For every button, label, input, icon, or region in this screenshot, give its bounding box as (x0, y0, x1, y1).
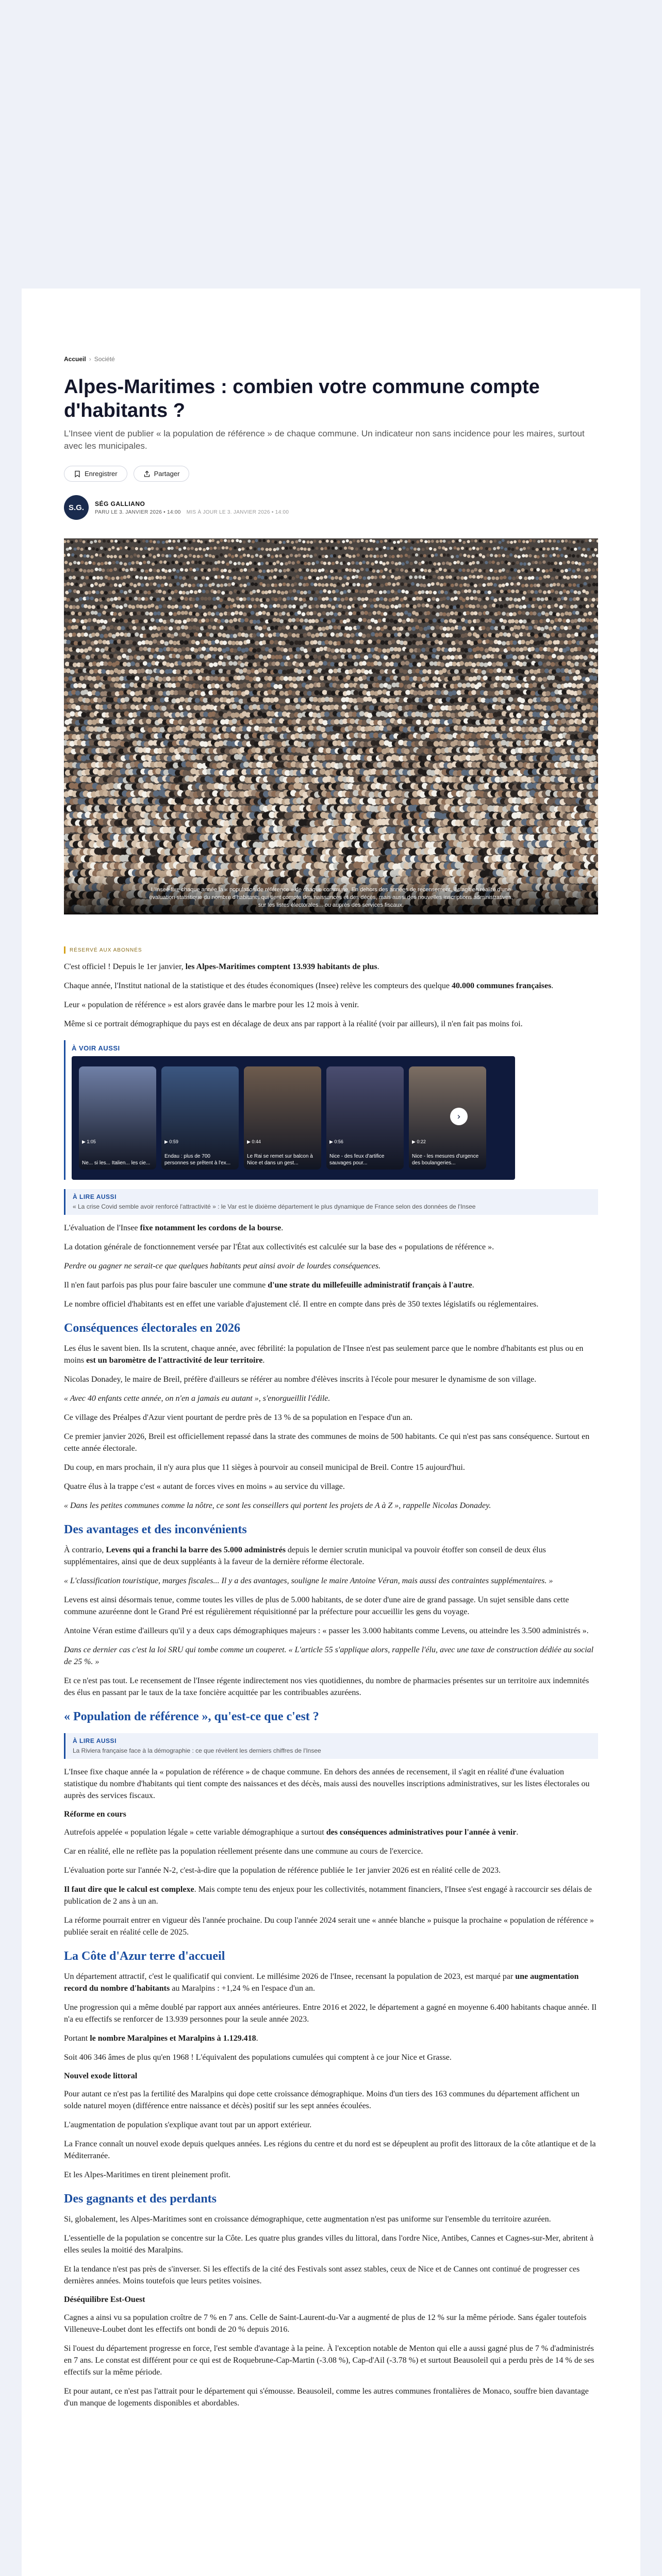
video-title: Le Rai se remet sur balcon à Nice et dans un gest... (247, 1154, 313, 1166)
bookmark-icon (74, 470, 81, 478)
paragraph: Chaque année, l'Institut national de la statistique et des études économiques (Insee) relève les compteurs des quelque 40.000 communes françaises. (64, 981, 554, 990)
quote: « L'classification touristique, marges fiscales... Il y a des avantages, souligne le maire Antoine Véran, mais aussi des contraintes supplémentaires. » (64, 1577, 553, 1585)
paragraph: Il faut dire que le calcul est complexe. Mais compte tenu des enjeux pour les collectivités, notamment financiers, l'Insee s'est engagé à raccourcir ses délais de publication de 2 ans à un an. (64, 1885, 592, 1906)
paragraph: Et ce n'est pas tout. Le recensement de l'Insee régente indirectement nos vies quotidiennes, du nombre de pharmacies présentes sur un territoire aux indemnités des élus en passant par le taux de la taxe foncière acquittée par les contribuables azuréens. (64, 1676, 589, 1697)
video-title: Nice - des feux d'artifice sauvages pour... (329, 1154, 385, 1166)
paragraph: Même si ce portrait démographique du pays est en décalage de deux ans par rapport à la réalité (voir par ailleurs), il n'en fait pas moins foi. (64, 1020, 523, 1028)
paragraph: Si, globalement, les Alpes-Maritimes sont en croissance démographique, cette augmentation n'est pas uniforme sur l'ensemble du territoire azuréen. (64, 2215, 551, 2224)
paragraph: Antoine Véran estime d'ailleurs qu'il y a deux caps démographiques majeurs : « passer les 3.000 habitants comme Levens, ou atteindre les 3.500 administrés ». (64, 1626, 589, 1635)
carousel-next-icon[interactable]: › (450, 1108, 468, 1125)
share-button[interactable] (134, 466, 190, 482)
paragraph: Soit 406 346 âmes de plus qu'en 1968 ! L'équivalent des populations cumulées qui comptent à ce jour Nice et Grasse. (64, 2053, 452, 2062)
video-card[interactable] (79, 1066, 156, 1170)
section-heading: La Côte d'Azur terre d'accueil (64, 1950, 225, 1963)
paragraph: Et pour autant, ce n'est pas l'attrait pour le département qui s'émousse. Beausoleil, comme les autres communes frontalières de Monaco, souffre bien davantage d'un manque de logements disponibles et abordables. (64, 2387, 589, 2408)
paragraph: Quatre élus à la trappe c'est « autant de forces vives en moins » au service du village. (64, 1482, 345, 1491)
subheading: Déséquilibre Est-Ouest (64, 2295, 145, 2304)
hero-caption-text: L'Insee fixe chaque année la « population de référence » de chaque commune. En dehors des années de recensement, il s'agit en réalité d'une évaluation statistique du nombre d'habitants qui tient compte des naissances et des décès, mais aussi des nouvelles inscriptions administratives, sur les listes électorales... ou auprès des services fiscaux. (149, 887, 513, 908)
share-label: Partager (154, 470, 180, 478)
paragraph: Portant le nombre Maralpines et Maralpins à 1.129.418. (64, 2034, 258, 2043)
article-body (64, 946, 598, 2409)
subscriber-bar (64, 946, 65, 954)
video-carousel[interactable] (72, 1056, 515, 1180)
read-also-box[interactable] (64, 1733, 598, 1759)
read-also-link[interactable]: La Riviera française face à la démographie : ce que révèlent les derniers chiffres de l'Insee (73, 1747, 321, 1754)
video-card[interactable] (326, 1066, 404, 1170)
paragraph: Une progression qui a même doublé par rapport aux années antérieures. Entre 2016 et 2022, le département a gagné en moyenne 6.400 habitants chaque année. Il n'a eu effectifs se renforcer de 13.939 personnes pour la seule année 2023. (64, 2003, 597, 2024)
article-page (22, 289, 640, 2576)
article-title: Alpes-Maritimes : combien votre commune compte d'habitants ? (64, 376, 540, 421)
paragraph: Le nombre officiel d'habitants est en effet une variable d'ajustement clé. Il entre en compte dans près de 350 textes législatifs ou réglementaires. (64, 1300, 539, 1309)
read-also-heading: À LIRE AUSSI (73, 1193, 117, 1200)
paragraph: Et la tendance n'est pas près de s'inverser. Si les effectifs de la cité des Festivals sont assez stables, ceux de Nice et de Cannes ont continué de progresser ces dernières années. Moins toutefois que leurs petites voisines. (64, 2265, 580, 2285)
share-icon (143, 470, 151, 478)
paragraph: Les élus le savent bien. Ils la scrutent, chaque année, avec fébrilité: la population de l'Insee n'est pas seulement parce que le nombre d'habitants est plus ou en moins est un baromètre de l'attractivité de leur territoire. (64, 1344, 584, 1365)
paragraph: Un département attractif, c'est le qualificatif qui convient. Le millésime 2026 de l'Insee, recensant la population de 2023, est marqué par une augmentation record du nombre d'habitants au Maralpins : +1,24 % en l'espace d'un an. (64, 1972, 579, 1993)
paragraph: Ce village des Préalpes d'Azur vient pourtant de perdre près de 13 % de sa population en l'espace d'un an. (64, 1413, 412, 1422)
paragraph: Ce premier janvier 2026, Breil est officiellement repassé dans la strate des communes de moins de 500 habitants. Ce qui n'est pas sans conséquence. Surtout en cette année électorale. (64, 1432, 590, 1453)
paragraph: L'essentielle de la population se concentre sur la Côte. Les quatre plus grandes villes du littoral, dans l'ordre Nice, Antibes, Cannes et Cagnes-sur-Mer, abritent à elles seules la moitié des Maralpins. (64, 2234, 594, 2255)
paragraph: L'augmentation de population s'explique avant tout par un apport extérieur. (64, 2121, 312, 2129)
paragraph: Il n'en faut parfois pas plus pour faire basculer une commune d'une strate du millefeuille administratif français à l'autre. (64, 1281, 474, 1290)
article-subtitle: L'Insee vient de publier « la population de référence » de chaque commune. Un indicateur non sans incidence pour les maires, surtout avec les municipales. (64, 429, 585, 451)
video-duration: ▶ 0:44 (247, 1139, 261, 1144)
read-also-heading: À LIRE AUSSI (73, 1737, 117, 1744)
paragraph: Et les Alpes-Maritimes en tirent pleinement profit. (64, 2171, 231, 2179)
video-duration: ▶ 0:22 (412, 1139, 426, 1144)
section-heading: Des avantages et des inconvénients (64, 1523, 247, 1536)
paragraph: La dotation générale de fonctionnement versée par l'État aux collectivités est calculée sur la base des « populations de référence ». (64, 1243, 494, 1251)
section-heading: Des gagnants et des perdants (64, 2192, 217, 2206)
author-block (64, 495, 598, 520)
paragraph: Du coup, en mars prochain, il n'y aura plus que 11 sièges à pourvoir au conseil municipal de Breil. Contre 15 aujourd'hui. (64, 1463, 465, 1472)
read-also-box[interactable] (64, 1189, 598, 1215)
save-button[interactable] (64, 466, 127, 482)
paragraph: Autrefois appelée « population légale » cette variable démographique a surtout des conséquences administratives pour l'année à venir. (64, 1828, 519, 1837)
breadcrumb-section[interactable]: Société (94, 355, 115, 363)
video-title: Nice - les mesures d'urgence des boulangeries... (412, 1154, 479, 1166)
video-title: Ne... si les... Italien... les cie... (82, 1160, 151, 1166)
save-label: Enregistrer (85, 470, 118, 478)
article-actions (64, 466, 598, 482)
section-heading: Conséquences électorales en 2026 (64, 1321, 240, 1335)
see-also-videos (64, 1040, 598, 1180)
author-avatar[interactable]: S.G. (64, 495, 89, 520)
quote: « Dans les petites communes comme la nôtre, ce sont les conseillers qui portent les projets de A à Z », rappelle Nicolas Donadey. (64, 1501, 491, 1510)
paragraph: Levens est ainsi désormais tenue, comme toutes les villes de plus de 5.000 habitants, de se doter d'une aire de grand passage. Un sujet sensible dans cette commune azuréenne dont le Grand Pré est régulièrement réquisitionné par la préfecture pour accueillir les gens du voyage. (64, 1596, 569, 1616)
video-card[interactable] (409, 1066, 486, 1170)
paragraph: Si l'ouest du département progresse en force, l'est semble d'avantage à la peine. À l'exception notable de Menton qui elle a aussi gagné plus de 7 % d'administrés en 7 ans. Le constat est différent pour ce qui est de Roquebrune-Cap-Martin (-3.08 %), Cap-d'Ail (-3.78 %) et surtout Beausoleil qui a perdu près de 14 % de ses effectifs sur la même période. (64, 2344, 594, 2377)
video-title: Endau : plus de 700 personnes se prêtent à l'ex... (164, 1154, 231, 1166)
read-also-link[interactable]: « La crise Covid semble avoir renforcé l'attractivité » : le Var est le dixième département le plus dynamique de France selon des données de l'Insee (73, 1203, 476, 1210)
top-background (0, 0, 662, 289)
breadcrumb-separator-icon: › (89, 355, 91, 363)
paragraph: À contrario, Levens qui a franchi la barre des 5.000 administrés depuis le dernier scrutin municipal va pouvoir étoffer son conseil de deux élus supplémentaires, ainsi que de deux suppléants à la faveur de la dernière réforme électorale. (64, 1546, 546, 1566)
see-also-heading: À VOIR AUSSI (72, 1044, 120, 1052)
article-dates (95, 510, 289, 515)
subscriber-label (64, 946, 598, 954)
quote: « Avec 40 enfants cette année, on n'en a jamais eu autant », s'enorgueillit l'édile. (64, 1394, 330, 1403)
crowd-photo (64, 538, 598, 914)
video-duration: ▶ 0:59 (164, 1139, 178, 1144)
subheading: Nouvel exode littoral (64, 2072, 138, 2080)
paragraph: Car en réalité, elle ne reflète pas la population réellement présente dans une commune au cours de l'exercice. (64, 1847, 423, 1856)
hero-caption (64, 873, 598, 914)
paragraph: L'évaluation de l'Insee fixe notamment les cordons de la bourse. (64, 1224, 284, 1232)
paragraph: Nicolas Donadey, le maire de Breil, préfère d'ailleurs se référer au nombre d'élèves inscrits à l'école pour mesurer le dynamisme de son village. (64, 1375, 537, 1384)
paragraph: Leur « population de référence » est alors gravée dans le marbre pour les 12 mois à venir. (64, 1001, 359, 1009)
quote: Dans ce dernier cas c'est la loi SRU qui tombe comme un couperet. « L'article 55 s'applique alors, rappelle l'élu, avec une taxe de construction dédiée au social de 25 %. » (64, 1646, 594, 1666)
paragraph: La France connaît un nouvel exode depuis quelques années. Les régions du centre et du nord est se dépeuplent au profit des littoraux de la côte atlantique et de la Méditerranée. (64, 2140, 596, 2160)
breadcrumb-home[interactable]: Accueil (64, 355, 86, 363)
subscriber-text: RÉSERVÉ AUX ABONNÉS (70, 947, 142, 953)
paragraph: Pour autant ce n'est pas la fertilité des Maralpins qui dope cette croissance démographique. Moins d'un tiers des 163 communes du département affichent un solde naturel moyen (différence entre naissance et décès) positif sur les sept années écoulées. (64, 2090, 580, 2110)
paragraph: La réforme pourrait entrer en vigueur dès l'année prochaine. Du coup l'année 2024 serait une « année blanche » puisque la prochaine « population de référence » publiée serait en réalité celle de 2025. (64, 1916, 594, 1937)
published-date: PARU LE 3. JANVIER 2026 • 14:00 (95, 509, 181, 515)
updated-date: MIS À JOUR LE 3. JANVIER 2026 • 14:00 (186, 509, 289, 515)
video-card[interactable] (161, 1066, 239, 1170)
paragraph: Perdre ou gagner ne serait-ce que quelques habitants peut ainsi avoir de lourdes conséquences. (64, 1262, 381, 1270)
author-name[interactable]: SÉG GALLIANO (95, 500, 145, 507)
paragraph: C'est officiel ! Depuis le 1er janvier, les Alpes-Maritimes comptent 13.939 habitants de plus. (64, 962, 379, 971)
breadcrumb (64, 355, 598, 363)
paragraph: Cagnes a ainsi vu sa population croître de 7 % en 7 ans. Celle de Saint-Laurent-du-Var a augmenté de plus de 12 % sur la même période. Sans égaler toutefois Villeneuve-Loubet dont les effectifs ont bondi de 20 % depuis 2016. (64, 2313, 587, 2334)
video-card[interactable] (244, 1066, 321, 1170)
video-duration: ▶ 0:56 (329, 1139, 343, 1144)
video-duration: ▶ 1:05 (82, 1139, 96, 1144)
section-heading: « Population de référence », qu'est-ce que c'est ? (64, 1710, 319, 1723)
subheading: Réforme en cours (64, 1810, 126, 1819)
hero-image (64, 538, 598, 914)
paragraph: L'évaluation porte sur l'année N-2, c'est-à-dire que la population de référence publiée le 1er janvier 2026 est en réalité celle de 2023. (64, 1866, 501, 1875)
paragraph: L'Insee fixe chaque année la « population de référence » de chaque commune. En dehors des années de recensement, il s'agit en réalité d'une évaluation statistique du nombre d'habitants qui tient compte des naissances et des décès, mais aussi des nouvelles inscriptions administratives, sur les listes électorales ou auprès des services fiscaux. (64, 1768, 590, 1800)
